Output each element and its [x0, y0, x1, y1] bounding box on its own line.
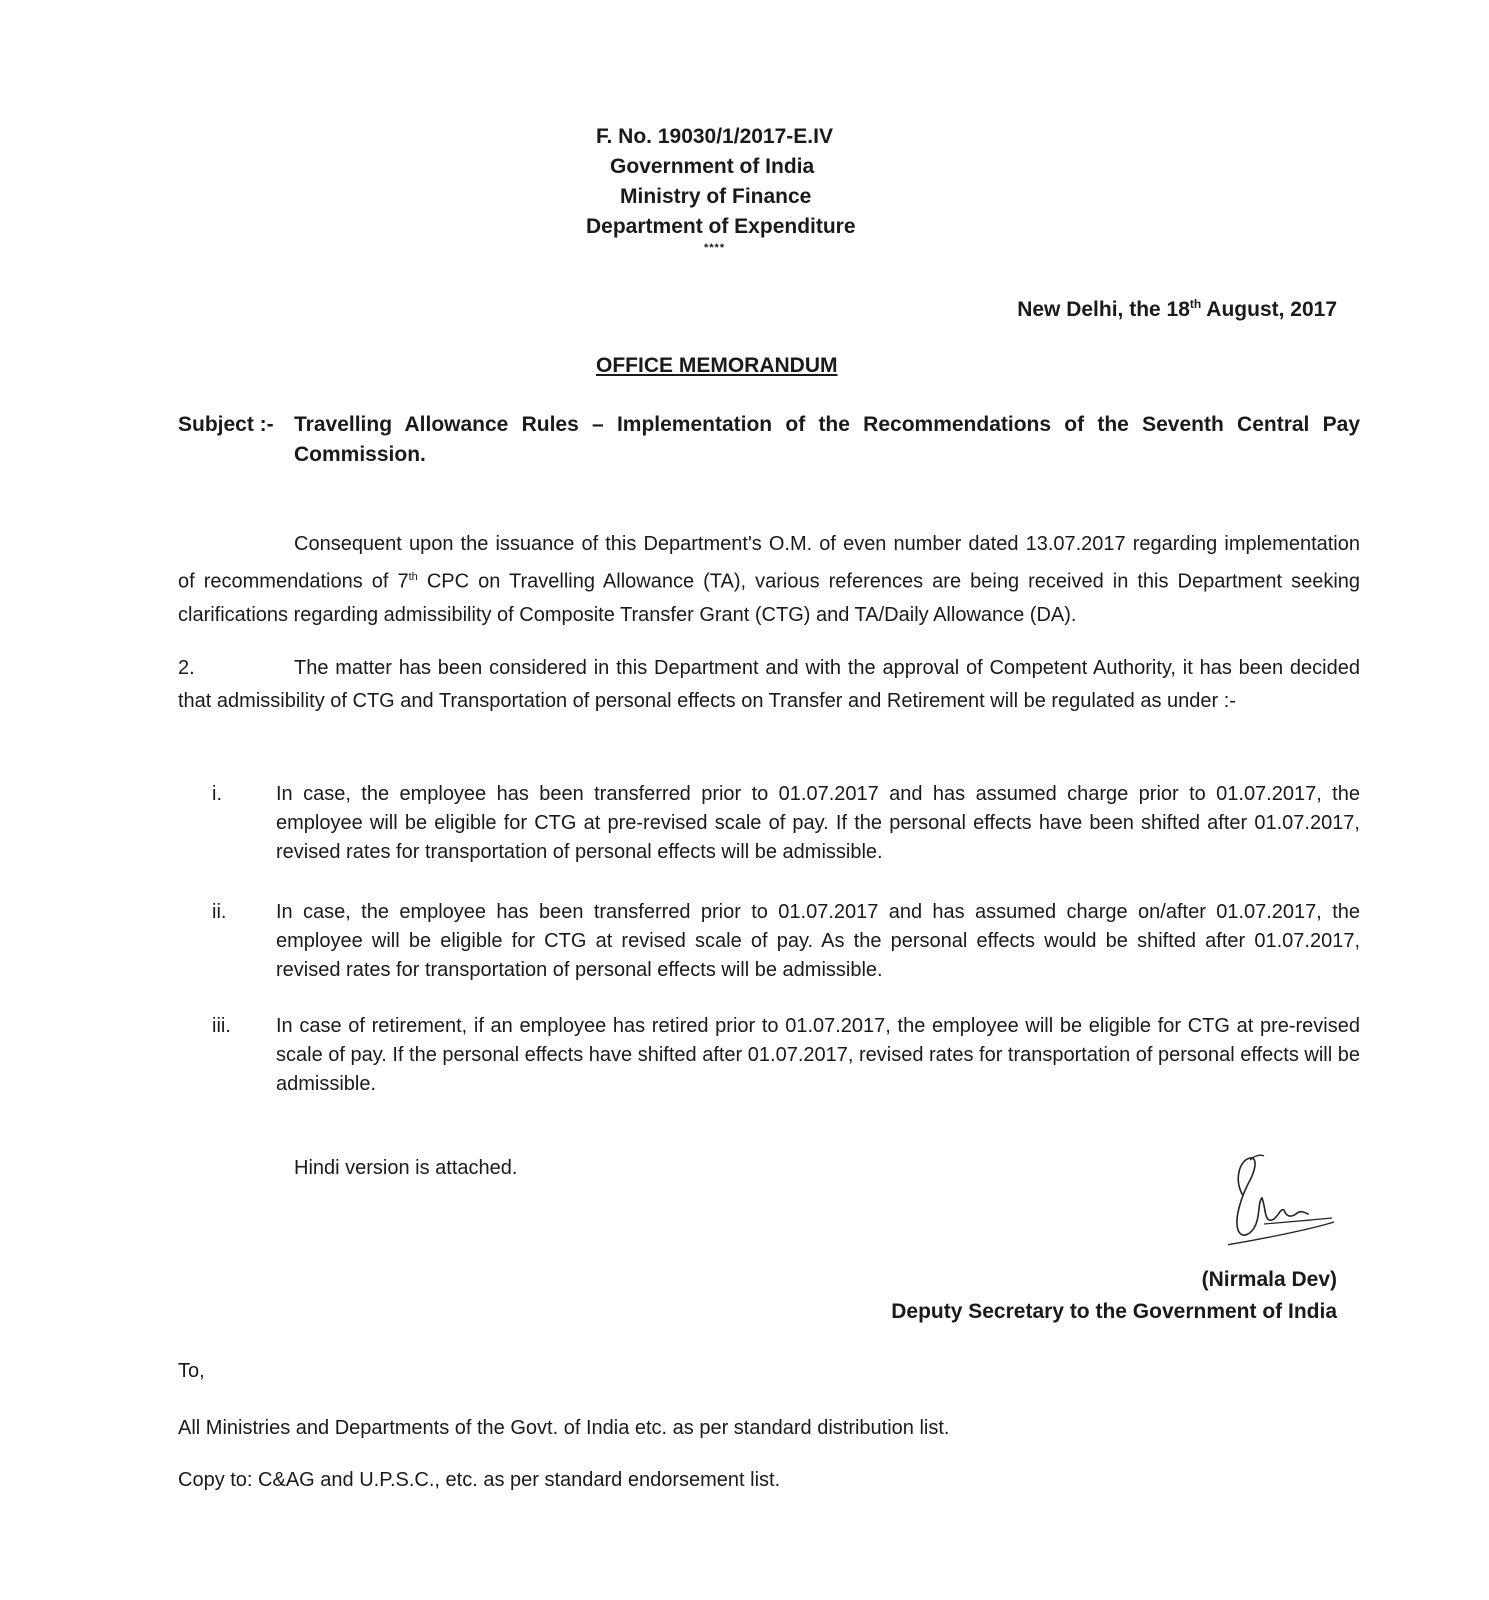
paragraph-2 [178, 652, 1360, 718]
subject-block [178, 410, 1360, 470]
paragraph-2-text: The matter has been considered in this Department and with the approval of Competent Authority, it has been decided that admissibility of CTG and Transportation of personal effects on Transfer and Retirement will be regulated as under :- [178, 657, 1360, 712]
paragraph-1-text-a: Consequent upon the issuance of this Department's O.M. of even number dated 13.07.2017 regarding implementation of recommendations of 7 [178, 533, 1360, 593]
government-name: Government of India [610, 155, 815, 178]
ministry-name: Ministry of Finance [620, 185, 812, 208]
copy-to-line: Copy to: C&AG and U.P.S.C., etc. as per standard endorsement list. [178, 1469, 781, 1491]
list-item-text: In case, the employee has been transferred prior to 01.07.2017 and has assumed charge prior to 01.07.2017, the employee will be eligible for CTG at pre-revised scale of pay. If the personal effects have been shifted after 01.07.2017, revised rates for transportation of personal effects will be admissible. [276, 783, 1360, 863]
header-separator: **** [704, 242, 726, 254]
paragraph-1-text-b: CPC on Travelling Allowance (TA), various references are being received in this Department seeking clarifications regarding admissibility of Composite Transfer Grant (CTG) and TA/Daily Allowance (DA). [178, 570, 1361, 626]
addressee-label: To, [178, 1360, 205, 1382]
list-item [178, 1012, 1360, 1099]
memo-title: OFFICE MEMORANDUM [596, 354, 838, 377]
paragraph-2-number: 2. [178, 657, 195, 679]
list-item-numeral: i. [212, 783, 222, 805]
hindi-note: Hindi version is attached. [294, 1157, 518, 1179]
list-item-text: In case of retirement, if an employee has retired prior to 01.07.2017, the employee will be eligible for CTG at pre-revised scale of pay. If the personal effects have shifted after 01.07.2017, revised rates for transportation of personal effects will be admissible. [276, 1015, 1360, 1095]
subject-label: Subject :- [178, 413, 274, 436]
file-number: F. No. 19030/1/2017-E.IV [596, 125, 833, 148]
date-line [1017, 297, 1337, 322]
signatory-name: (Nirmala Dev) [1201, 1268, 1337, 1291]
date-ordinal: th [1189, 297, 1202, 311]
paragraph-1-ordinal: th [408, 571, 418, 583]
list-item [178, 898, 1360, 985]
subject-text: Travelling Allowance Rules – Implementation of the Recommendations of the Seventh Central Pay Commission. [294, 413, 1360, 466]
distribution-line: All Ministries and Departments of the Govt. of India etc. as per standard distribution list. [178, 1417, 950, 1439]
date-rest: August, 2017 [1201, 298, 1337, 321]
letterhead [560, 122, 900, 254]
paragraph-1 [178, 528, 1360, 632]
list-item [178, 780, 1360, 867]
list-item-numeral: ii. [212, 901, 227, 923]
list-item-text: In case, the employee has been transferred prior to 01.07.2017 and has assumed charge on/after 01.07.2017, the employee will be eligible for CTG at revised scale of pay. As the personal effects would be shifted after 01.07.2017, revised rates for transportation of personal effects will be admissible. [276, 901, 1360, 981]
handwritten-signature [1228, 1148, 1378, 1278]
date-prefix: New Delhi, the 18 [1017, 298, 1190, 321]
department-name: Department of Expenditure [586, 215, 856, 238]
signatory-designation: Deputy Secretary to the Government of India [891, 1300, 1337, 1323]
list-item-numeral: iii. [212, 1015, 231, 1037]
